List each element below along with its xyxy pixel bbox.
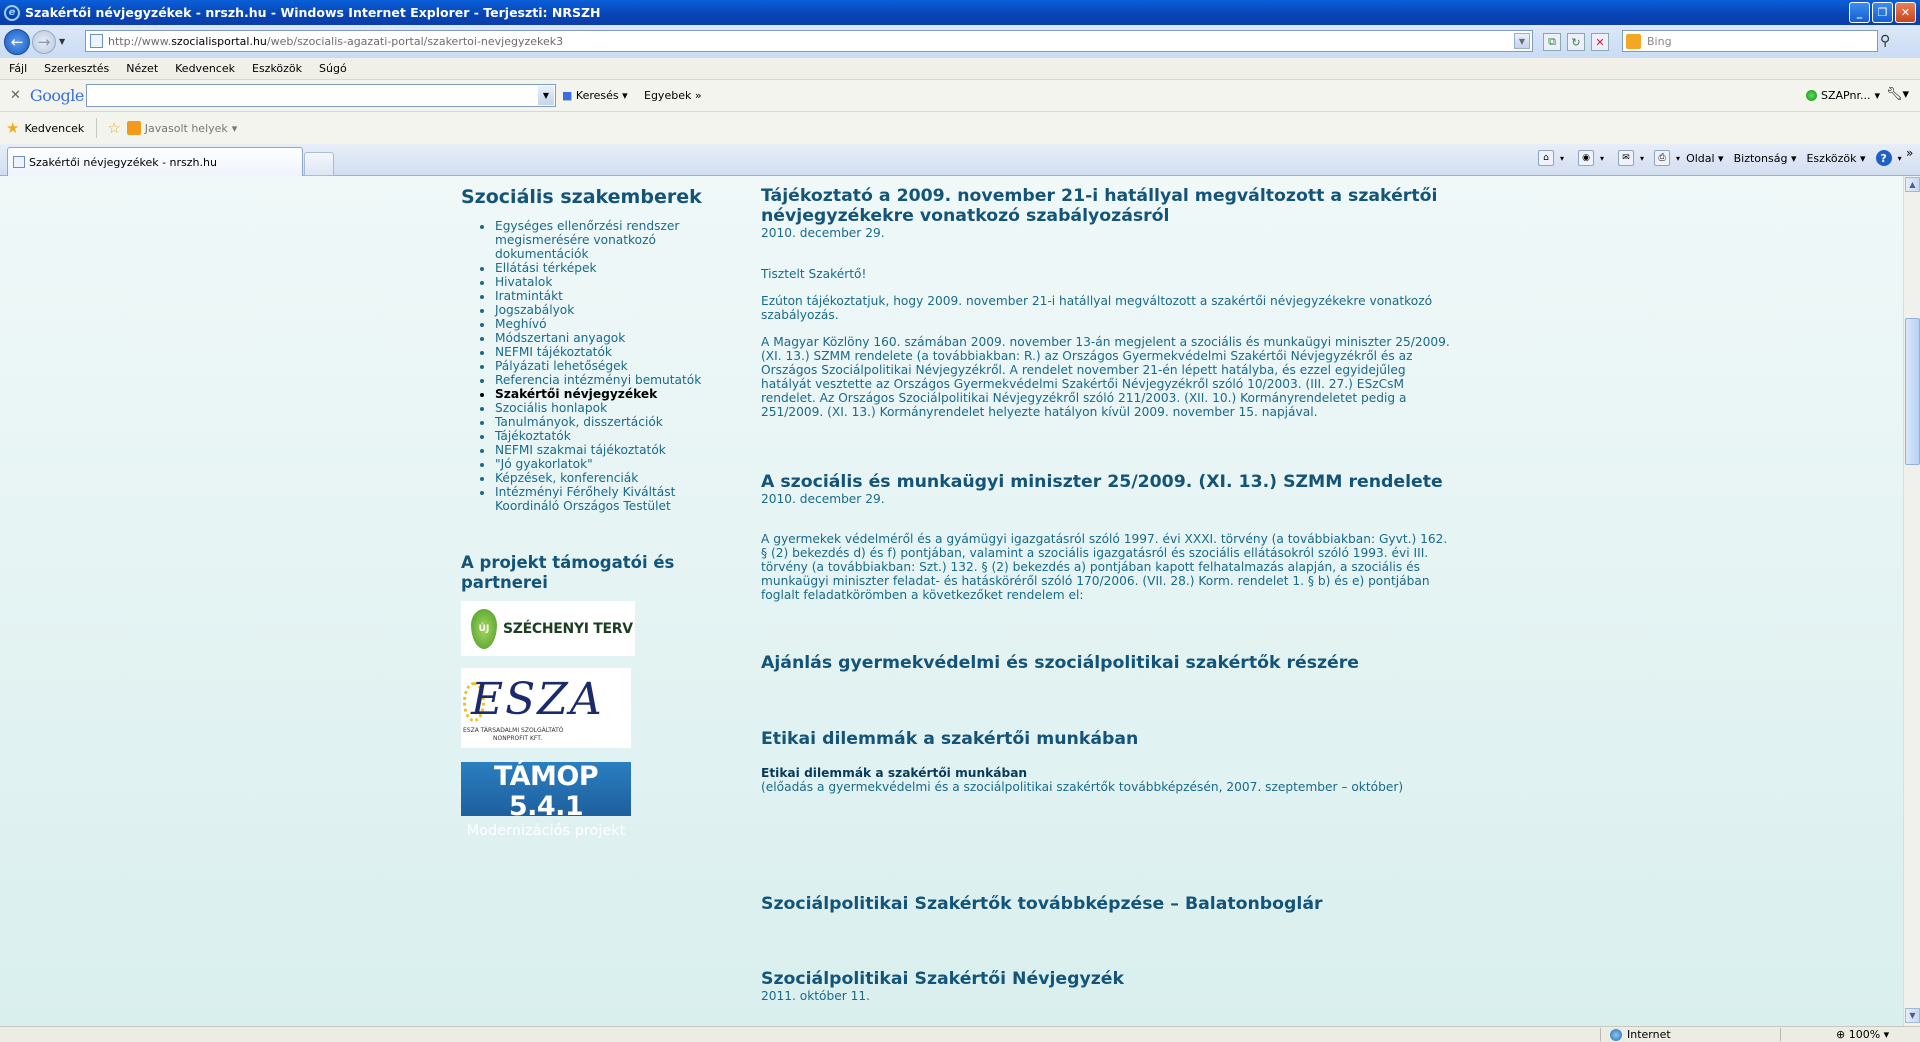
map-pin-icon: ÚJ bbox=[471, 609, 497, 649]
stop-icon[interactable]: ✕ bbox=[1591, 33, 1609, 51]
tab-page-icon bbox=[13, 156, 25, 168]
window-controls bbox=[1849, 2, 1916, 23]
sidebar-item-active[interactable]: • Szakértői névjegyzékek bbox=[494, 387, 721, 401]
google-search-input[interactable] bbox=[86, 84, 556, 107]
article-greeting: Tisztelt Szakértő! bbox=[761, 267, 867, 281]
article-attachment bbox=[761, 766, 1453, 794]
article bbox=[761, 969, 1453, 1003]
scroll-down-button[interactable]: ▼ bbox=[1905, 1008, 1920, 1023]
refresh-icon[interactable]: ↻ bbox=[1567, 33, 1585, 51]
article bbox=[761, 186, 1453, 419]
google-search-dropdown-icon[interactable]: ▼ bbox=[538, 86, 554, 105]
window-titlebar bbox=[0, 0, 1920, 25]
suggested-sites-icon bbox=[127, 121, 141, 135]
favorites-bar bbox=[0, 112, 1920, 144]
article-title[interactable]: A szociális és munkaügyi miniszter 25/2009. (XI. 13.) SZMM rendelete bbox=[761, 472, 1443, 492]
szechenyi-terv-logo[interactable]: ÚJ SZÉCHENYI TERV bbox=[461, 601, 635, 656]
article-paragraph: Ezúton tájékoztatjuk, hogy 2009. november 21-i hatállyal megváltozott a szakértői névjegyzékekre vonatkozó szabályozás. bbox=[761, 294, 1433, 322]
google-toolbar bbox=[0, 80, 1920, 112]
article-date: 2010. december 29. bbox=[761, 492, 885, 506]
url-path: /web/szocialis-agazati-portal/szakertoi-nevjegyzekek3 bbox=[266, 34, 564, 48]
sidebar bbox=[461, 186, 721, 839]
feeds-icon[interactable]: ◉ bbox=[1578, 150, 1594, 166]
menu-tools[interactable]: Eszközök bbox=[252, 62, 303, 75]
sidebar-item[interactable]: • Hivatalok bbox=[494, 275, 721, 289]
favorites-button[interactable]: Kedvencek bbox=[24, 121, 85, 135]
security-zone[interactable]: Internet bbox=[1610, 1028, 1671, 1041]
tab-active[interactable]: Szakértői névjegyzékek - nrszh.hu bbox=[7, 147, 303, 176]
search-input[interactable] bbox=[1622, 30, 1878, 52]
recent-pages-dropdown-icon[interactable]: ▼ bbox=[59, 37, 66, 46]
sidebar-item[interactable]: • Referencia intézményi bemutatók bbox=[494, 373, 721, 387]
maximize-button[interactable]: ❐ bbox=[1872, 2, 1893, 23]
sidebar-item[interactable]: • Jogszabályok bbox=[494, 303, 721, 317]
command-bar: ⌂ ▾ ◉ ▾ ✉ ▾ ⎙ ▾ Oldal ▾ Biztonság ▾ Eszközök ▾ ? ▾ bbox=[1538, 150, 1902, 166]
attachment-description: (előadás a gyermekvédelmi és a szociálpolitikai szakértők továbbképzésén, 2007. szeptember – október) bbox=[761, 780, 1404, 794]
scrollbar-thumb[interactable] bbox=[1905, 318, 1920, 465]
search-placeholder: Bing bbox=[1647, 34, 1672, 48]
article-title[interactable]: Szociálpolitikai Szakértők továbbképzése – Balatonboglár bbox=[761, 894, 1323, 914]
sidebar-item[interactable]: • Egységes ellenőrzési rendszer megismerésére vonatkozó dokumentációk bbox=[494, 219, 721, 261]
add-favorite-icon[interactable]: ☆ bbox=[107, 119, 121, 137]
sidebar-item[interactable]: • Meghívó bbox=[494, 317, 721, 331]
tamop-logo[interactable]: TÁMOP 5.4.1 Modernizációs projekt bbox=[461, 762, 631, 816]
address-dropdown-icon[interactable]: ▼ bbox=[1514, 33, 1530, 49]
globe-icon bbox=[1610, 1029, 1622, 1041]
back-button[interactable]: ← bbox=[4, 29, 30, 55]
sidebar-item[interactable]: • Intézményi Férőhely Kiváltást Koordináló Országos Testület bbox=[494, 485, 721, 513]
divider bbox=[1600, 1028, 1601, 1041]
help-icon[interactable]: ? bbox=[1876, 150, 1892, 166]
new-tab-button[interactable] bbox=[304, 152, 334, 176]
menu-favorites[interactable]: Kedvencek bbox=[175, 62, 235, 75]
sidebar-item[interactable]: • Képzések, konferenciák bbox=[494, 471, 721, 485]
google-more-button[interactable]: Egyebek » bbox=[644, 89, 702, 102]
article-title[interactable]: Etikai dilemmák a szakértői munkában bbox=[761, 729, 1139, 749]
article-title[interactable]: Tájékoztató a 2009. november 21-i hatállyal megváltozott a szakértői névjegyzékekre vonatkozó szabályozásról bbox=[761, 186, 1438, 226]
forward-button[interactable]: → bbox=[32, 30, 56, 54]
minimize-button[interactable]: _ bbox=[1849, 2, 1870, 23]
address-input[interactable] bbox=[85, 30, 1533, 52]
sidebar-item[interactable]: • Ellátási térképek bbox=[494, 261, 721, 275]
article-title[interactable]: Szociálpolitikai Szakértői Névjegyzék bbox=[761, 969, 1125, 989]
attachment-link[interactable]: Etikai dilemmák a szakértői munkában bbox=[761, 766, 1028, 780]
google-profile[interactable]: SZAPnr... ▾ bbox=[1806, 89, 1880, 102]
search-go-icon[interactable]: ⚲ bbox=[1880, 33, 1891, 49]
page-viewport bbox=[0, 176, 1903, 1026]
wrench-icon[interactable]: 🔧︎▾ bbox=[1886, 87, 1910, 102]
google-logo: Google bbox=[29, 86, 84, 105]
close-toolbar-icon[interactable]: ✕ bbox=[10, 88, 21, 103]
sidebar-item[interactable]: • NEFMI szakmai tájékoztatók bbox=[494, 443, 721, 457]
safety-menu[interactable]: Biztonság ▾ bbox=[1733, 151, 1797, 165]
menu-file[interactable]: Fájl bbox=[9, 62, 28, 75]
address-toolbar bbox=[0, 25, 1920, 58]
article-paragraph: A gyermekek védelméről és a gyámügyi igazgatásról szóló 1997. évi XXXI. törvény (a továbbiakban: Gyvt.) 162. § (2) bekezdés d) és f) pontjában, valamint a szociális igazgatásról és szociális ellátásokról szóló 1993. évi III. törvény (a továbbiakban: Szt.) 132. § (2) bekezdés a) pontjában kapott felhatalmazás alapján, a szociális és munkaügyi miniszter feladat- és hatásköréről szóló 170/2006. (VII. 28.) Korm. rendelet 1. § b) és e) pontjában foglalt feladatkörömben a következőket rendelem el: bbox=[761, 532, 1448, 602]
favorites-star-icon: ★ bbox=[6, 119, 20, 137]
google-search-button[interactable]: ■ Keresés ▾ bbox=[562, 89, 628, 102]
sidebar-item[interactable]: • Pályázati lehetőségek bbox=[494, 359, 721, 373]
article-date: 2010. december 29. bbox=[761, 226, 885, 240]
mail-icon[interactable]: ✉ bbox=[1618, 150, 1634, 166]
ie-logo-icon: e bbox=[4, 5, 20, 21]
compatibility-view-icon[interactable]: ⧉ bbox=[1543, 33, 1561, 51]
article-date: 2011. október 11. bbox=[761, 989, 871, 1003]
bing-icon bbox=[1626, 34, 1641, 49]
status-dot-icon bbox=[1806, 90, 1817, 101]
close-window-button[interactable]: ✕ bbox=[1895, 2, 1916, 23]
status-bar bbox=[0, 1026, 1920, 1042]
url-domain: szocialisportal.hu bbox=[171, 34, 267, 48]
article-title[interactable]: Ajánlás gyermekvédelmi és szociálpolitikai szakértők részére bbox=[761, 653, 1360, 673]
divider bbox=[96, 118, 97, 138]
sidebar-item[interactable]: • Szociális honlapok bbox=[494, 401, 721, 415]
article bbox=[761, 653, 1453, 673]
esza-logo[interactable]: ESZA ESZA TÁRSADALMI SZOLGÁLTATÓ NONPROFIT KFT. bbox=[461, 668, 631, 748]
sidebar-item[interactable]: • Módszertani anyagok bbox=[494, 331, 721, 345]
main-content bbox=[761, 186, 1453, 1003]
menu-view[interactable]: Nézet bbox=[126, 62, 159, 75]
window-title: Szakértői névjegyzékek - nrszh.hu - Windows Internet Explorer - Terjeszti: NRSZH bbox=[25, 5, 601, 20]
url-prefix: http://www. bbox=[108, 34, 172, 48]
print-icon[interactable]: ⎙ bbox=[1654, 150, 1670, 166]
article bbox=[761, 729, 1453, 794]
vertical-scrollbar[interactable] bbox=[1903, 176, 1920, 1026]
divider bbox=[1780, 1028, 1781, 1041]
sidebar-title: Szociális szakemberek bbox=[461, 186, 702, 208]
menu-bar bbox=[0, 58, 1920, 80]
menu-edit[interactable]: Szerkesztés bbox=[44, 62, 110, 75]
sidebar-item[interactable]: • NEFMI tájékoztatók bbox=[494, 345, 721, 359]
page-icon bbox=[90, 34, 103, 48]
sidebar-item[interactable]: • "Jó gyakorlatok" bbox=[494, 457, 721, 471]
partners-title: A projekt támogatói és partnerei bbox=[461, 553, 675, 592]
tab-bar bbox=[0, 144, 1920, 176]
article bbox=[761, 472, 1453, 602]
toolbar-overflow-icon[interactable]: » bbox=[1906, 146, 1914, 160]
sidebar-item[interactable]: • Tanulmányok, disszertációk bbox=[494, 415, 721, 429]
article bbox=[761, 894, 1453, 914]
sidebar-item[interactable]: • Iratmintákt bbox=[494, 289, 721, 303]
sidebar-menu bbox=[494, 219, 721, 513]
zoom-level[interactable]: ⊕ 100% ▾ bbox=[1836, 1028, 1890, 1041]
sidebar-item[interactable]: • Tájékoztatók bbox=[494, 429, 721, 443]
tools-menu[interactable]: Eszközök ▾ bbox=[1806, 151, 1866, 165]
article-paragraph: A Magyar Közlöny 160. számában 2009. november 13-án megjelent a szociális és munkaügyi miniszter 25/2009. (XI. 13.) SZMM rendelete (a továbbiakban: R.) az Országos Gyermekvédelmi Szakértői Névjegyzékről és az Országos Szociálpolitikai Névjegyzékről. A rendelet november 21-én lépett hatályba, és ezzel egyidejűleg hatályát vesztette az Országos Gyermekvédelmi Szakértői Névjegyzékről szóló 10/2003. (III. 27.) ESzCsM rendelet. Az Országos Szociálpolitikai Névjegyzékről szóló 211/2003. (XII. 10.) Kormányrendeletet pedig a 251/2009. (XI. 13.) Kormányrendelet helyezte hatályon kívül 2009. november 15. napjával. bbox=[761, 335, 1450, 419]
home-icon[interactable]: ⌂ bbox=[1538, 150, 1554, 166]
page-menu[interactable]: Oldal ▾ bbox=[1686, 151, 1724, 165]
menu-help[interactable]: Súgó bbox=[319, 62, 347, 75]
scroll-up-button[interactable]: ▲ bbox=[1905, 177, 1920, 192]
suggested-sites-button[interactable]: Javasolt helyek ▾ bbox=[127, 121, 238, 135]
